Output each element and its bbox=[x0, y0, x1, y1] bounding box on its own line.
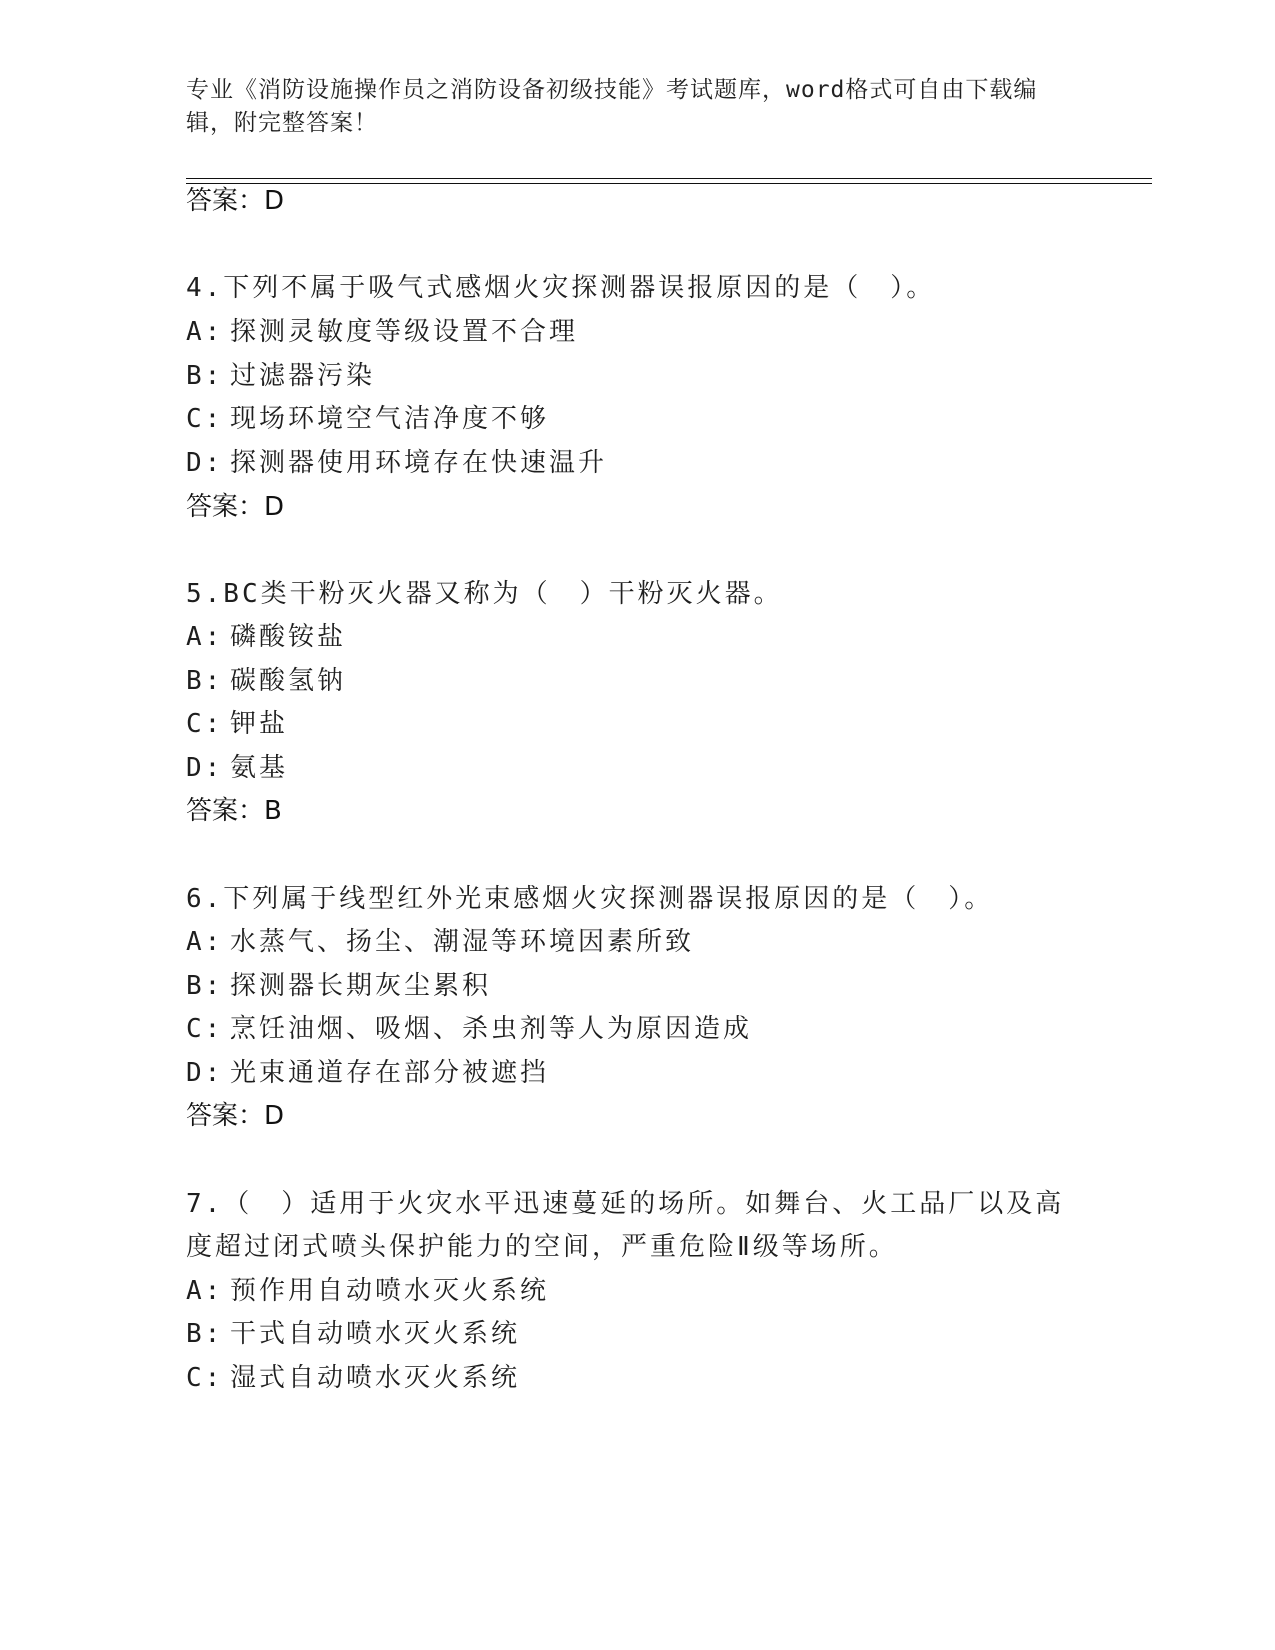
option-text: 氨基 bbox=[230, 753, 289, 783]
option-label: B: bbox=[186, 361, 224, 391]
option-label: A: bbox=[186, 622, 224, 652]
question-5-option-a bbox=[186, 619, 346, 655]
option-text: 烹饪油烟、吸烟、杀虫剂等人为原因造成 bbox=[230, 1014, 753, 1044]
option-label: C: bbox=[186, 1363, 224, 1393]
question-5-stem: 5.BC类干粉灭火器又称为（ ）干粉灭火器。 bbox=[186, 579, 783, 609]
option-text: 探测灵敏度等级设置不合理 bbox=[230, 317, 579, 347]
answer-q6: 答案：D bbox=[186, 1101, 285, 1131]
question-6-option-b bbox=[186, 968, 491, 1004]
question-6-stem: 6.下列属于线型红外光束感烟火灾探测器误报原因的是（ ）。 bbox=[186, 884, 994, 914]
option-label: B: bbox=[186, 1319, 224, 1349]
question-6-option-c bbox=[186, 1011, 752, 1047]
question-4-option-c bbox=[186, 401, 549, 437]
option-text: 磷酸铵盐 bbox=[230, 622, 347, 652]
question-4-stem: 4.下列不属于吸气式感烟火灾探测器误报原因的是（ ）。 bbox=[186, 273, 936, 303]
question-7-option-b bbox=[186, 1316, 520, 1352]
answer-q3: 答案：D bbox=[186, 186, 285, 216]
option-text: 碳酸氢钠 bbox=[230, 666, 347, 696]
option-label: A: bbox=[186, 1276, 224, 1306]
option-label: C: bbox=[186, 1014, 224, 1044]
option-text: 探测器使用环境存在快速温升 bbox=[230, 448, 608, 478]
question-5-option-d bbox=[186, 750, 288, 786]
document-header: 专业《消防设施操作员之消防设备初级技能》考试题库，word格式可自由下载编辑，附完整答案！ bbox=[186, 77, 1038, 136]
option-label: D: bbox=[186, 448, 224, 478]
question-6-option-d bbox=[186, 1055, 549, 1091]
option-text: 光束通道存在部分被遮挡 bbox=[230, 1058, 550, 1088]
question-5-option-c bbox=[186, 706, 288, 742]
answer-q5: 答案：B bbox=[186, 796, 282, 826]
option-text: 过滤器污染 bbox=[230, 361, 376, 391]
option-label: B: bbox=[186, 666, 224, 696]
header-rule-top bbox=[186, 178, 1152, 179]
option-text: 探测器长期灰尘累积 bbox=[230, 971, 492, 1001]
question-7-option-c bbox=[186, 1360, 520, 1396]
option-label: D: bbox=[186, 753, 224, 783]
option-text: 钾盐 bbox=[230, 709, 289, 739]
option-label: A: bbox=[186, 317, 224, 347]
option-text: 现场环境空气洁净度不够 bbox=[230, 404, 550, 434]
option-text: 水蒸气、扬尘、潮湿等环境因素所致 bbox=[230, 927, 695, 957]
option-text: 干式自动喷水灭火系统 bbox=[230, 1319, 521, 1349]
answer-q4: 答案：D bbox=[186, 492, 285, 522]
option-label: C: bbox=[186, 404, 224, 434]
question-4-option-d bbox=[186, 445, 607, 481]
question-6-option-a bbox=[186, 924, 694, 960]
option-label: A: bbox=[186, 927, 224, 957]
question-5-option-b bbox=[186, 663, 346, 699]
option-text: 湿式自动喷水灭火系统 bbox=[230, 1363, 521, 1393]
option-label: C: bbox=[186, 709, 224, 739]
question-4-option-b bbox=[186, 358, 375, 394]
question-4-option-a bbox=[186, 314, 578, 350]
option-label: D: bbox=[186, 1058, 224, 1088]
question-7-option-a bbox=[186, 1273, 549, 1309]
question-7-stem-line-1: 7.（ ）适用于火灾水平迅速蔓延的场所。如舞台、火工品厂以及高 bbox=[186, 1189, 1065, 1219]
option-text: 预作用自动喷水灭火系统 bbox=[230, 1276, 550, 1306]
question-7-stem-line-2: 度超过闭式喷头保护能力的空间，严重危险Ⅱ级等场所。 bbox=[186, 1232, 898, 1262]
header-rule-bottom bbox=[186, 183, 1152, 184]
option-label: B: bbox=[186, 971, 224, 1001]
